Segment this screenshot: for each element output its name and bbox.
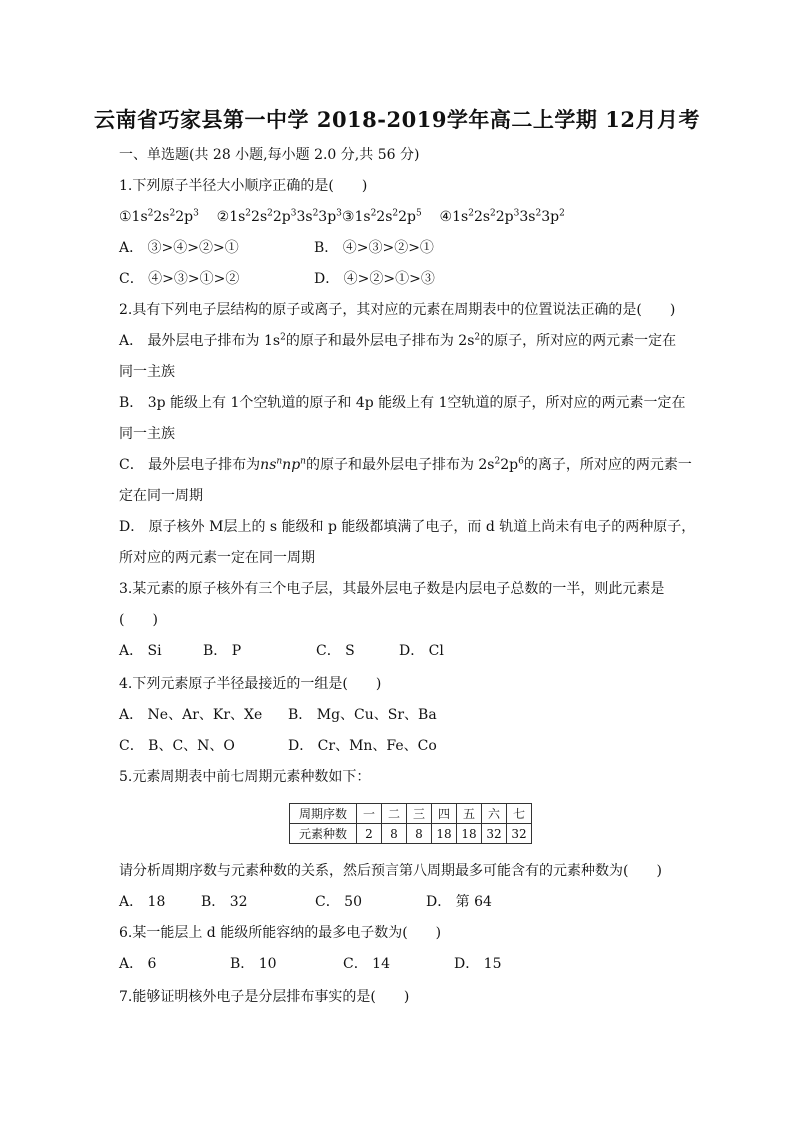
question-2-option-d-cont: 所对应的两元素一定在同一周期 xyxy=(119,550,315,566)
option-a: A． 6 xyxy=(119,956,157,972)
table-cell: 四 xyxy=(432,804,457,824)
table-header-cell: 元素种数 xyxy=(290,824,357,844)
option-d: D． ④>②>①>③ xyxy=(314,271,435,287)
option-b: B． Mg、Cu、Sr、Ba xyxy=(288,707,437,723)
option-a: A． 18 xyxy=(119,894,166,910)
period-element-table xyxy=(289,803,532,844)
option-c: C． S xyxy=(316,643,355,659)
question-3-stem-cont: ( ) xyxy=(119,612,158,628)
question-2-option-a: A． 最外层电子排布为 $1s^2$的原子和最外层电子排布为 $2s^2$的原子，所对应的两元素一定在 xyxy=(119,332,677,349)
table-cell: 18 xyxy=(457,824,482,844)
option-b: B． 10 xyxy=(230,956,277,972)
question-6-stem: 6.某一能层上 d 能级所能容纳的最多电子数为( ) xyxy=(119,925,442,941)
option-b: B． P xyxy=(203,643,242,659)
table-row xyxy=(290,804,532,824)
table-row xyxy=(290,824,532,844)
table-cell: 三 xyxy=(407,804,432,824)
table-cell: 七 xyxy=(507,804,532,824)
question-3-stem: 3.某元素的原子核外有三个电子层，其最外层电子数是内层电子总数的一半，则此元素是 xyxy=(119,581,665,597)
question-1-stem: 1.下列原子半径大小顺序正确的是( ) xyxy=(119,178,368,194)
option-c: C． ④>③>①>② xyxy=(119,271,240,287)
table-cell: 五 xyxy=(457,804,482,824)
option-d: D． Cr、Mn、Fe、Co xyxy=(288,738,437,754)
table-cell: 二 xyxy=(382,804,407,824)
option-c: C． B、C、N、O xyxy=(119,738,235,754)
question-2-option-b: B． 3p 能级上有 1个空轨道的原子和 4p 能级上有 1空轨道的原子，所对应的两元素一定在 xyxy=(119,395,686,411)
table-cell: 18 xyxy=(432,824,457,844)
option-c: C． 50 xyxy=(315,894,362,910)
table-cell: 2 xyxy=(357,824,382,844)
question-2-option-c: C． 最外层电子排布为$ns^nnp^n$的原子和最外层电子排布为 $2s^22p^6$的离子，所对应的两元素一 xyxy=(119,456,692,473)
option-a: A． Si xyxy=(119,643,162,659)
option-d: D． 15 xyxy=(454,956,502,972)
question-2-option-d: D． 原子核外 M层上的 s 能级和 p 能级都填满了电子，而 d 轨道上尚未有电子的两种原子， xyxy=(119,519,696,535)
option-b: B． 32 xyxy=(201,894,248,910)
option-a: A． Ne、Ar、Kr、Xe xyxy=(119,707,263,723)
table-cell: 一 xyxy=(357,804,382,824)
question-5-ask: 请分析周期序数与元素种数的关系，然后预言第八周期最多可能含有的元素种数为( ) xyxy=(119,863,662,879)
question-2-stem: 2.具有下列电子层结构的原子或离子，其对应的元素在周期表中的位置说法正确的是( ) xyxy=(119,302,676,318)
option-c: C． 14 xyxy=(343,956,390,972)
table-cell: 32 xyxy=(482,824,507,844)
option-d: D． 第 64 xyxy=(426,894,492,910)
table-cell: 8 xyxy=(382,824,407,844)
question-2-option-a-cont: 同一主族 xyxy=(119,364,175,380)
option-b: B． ④>③>②>① xyxy=(314,240,434,256)
table-cell: 六 xyxy=(482,804,507,824)
section-heading: 一、单选题(共 28 小题,每小题 2.0 分,共 56 分) xyxy=(119,147,420,163)
question-5-stem: 5.元素周期表中前七周期元素种数如下： xyxy=(119,769,371,785)
table-header-cell: 周期序数 xyxy=(290,804,357,824)
page-title: 云南省巧家县第一中学 2018-2019学年高二上学期 12月月考 xyxy=(94,107,700,132)
table-cell: 32 xyxy=(507,824,532,844)
option-d: D． Cl xyxy=(399,643,444,659)
question-1-configurations: $①1s^22s^22p^3$ $②1s^22s^22p^33s^23p^3③1s^22s^22p^5$ $④1s^22s^22p^33s^23p^2$ xyxy=(119,208,565,225)
question-4-stem: 4.下列元素原子半径最接近的一组是( ) xyxy=(119,676,382,692)
question-2-option-c-cont: 定在同一周期 xyxy=(119,488,203,504)
table-cell: 8 xyxy=(407,824,432,844)
question-7-stem: 7.能够证明核外电子是分层排布事实的是( ) xyxy=(119,989,410,1005)
question-2-option-b-cont: 同一主族 xyxy=(119,426,175,442)
option-a: A． ③>④>②>① xyxy=(119,240,239,256)
